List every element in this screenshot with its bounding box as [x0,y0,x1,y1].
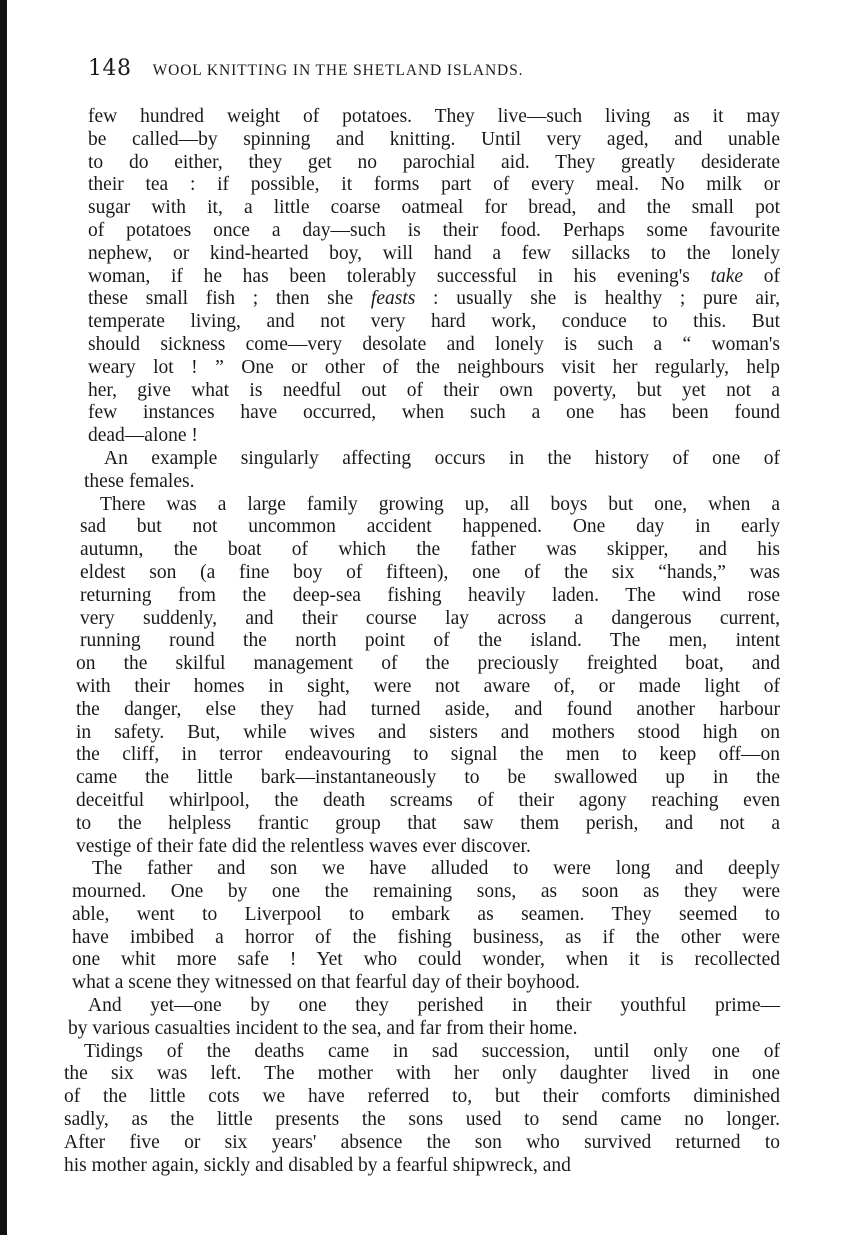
text-line: woman, if he has been tolerably successful in his evening's take of [88,265,781,287]
page-edge-shadow [0,0,7,1235]
text-line: to the helpless frantic group that saw them perish, and not a [76,812,780,834]
text-line: of potatoes once a day—such is their food. Perhaps some favourite [88,219,780,241]
running-head: WOOL KNITTING IN THE SHETLAND ISLANDS. [152,62,524,79]
text-line: her, give what is needful out of their own poverty, but yet not a [88,379,780,401]
text-line: There was a large family growing up, all boys but one, when a [100,493,780,515]
paragraph [64,106,794,448]
text-line: one whit more safe ! Yet who could wonder, when it is recollected [72,949,780,971]
paragraph [64,858,794,995]
paragraph [64,448,794,494]
text-line: An example singularly affecting occurs in the history of one of [104,447,780,469]
text-line: nephew, or kind-hearted boy, will hand a few sillacks to the lonely [88,242,780,264]
paragraph [64,1041,794,1178]
text-line: autumn, the boat of which the father was skipper, and his [80,539,780,561]
page-header [88,56,788,86]
emphasis: take [710,265,744,287]
text-line: what a scene they witnessed on that fearful day of their boyhood. [72,972,580,994]
text-line: The father and son we have alluded to were long and deeply [92,858,780,880]
text-line: returning from the deep-sea fishing heavily laden. The wind rose [80,584,780,606]
text-line: eldest son (a fine boy of fifteen), one of the six “hands,” was [80,561,780,583]
text-line: have imbibed a horror of the fishing business, as if the other were [72,926,780,948]
text-line: be called—by spinning and knitting. Until very aged, and unable [88,128,780,150]
text-line: the danger, else they had turned aside, and found another harbour [76,698,780,720]
text-line: vestige of their fate did the relentless waves ever discover. [76,835,531,857]
text-line: should sickness come—very desolate and lonely is such a “ woman's [88,333,780,355]
text-line: mourned. One by one the remaining sons, as soon as they were [72,881,780,903]
emphasis: feasts [370,288,416,310]
text-line: few hundred weight of potatoes. They live—such living as it may [88,106,780,127]
text-line: his mother again, sickly and disabled by a fearful shipwreck, and [64,1154,571,1176]
text-line: with their homes in sight, were not aware of, or made light of [76,675,780,697]
text-line: to do either, they get no parochial aid. They greatly desiderate [88,151,780,173]
text-line: in safety. But, while wives and sisters and mothers stood high on [76,721,780,743]
text-line: came the little bark—instantaneously to be swallowed up in the [76,767,780,789]
text-line: running round the north point of the island. The men, intent [80,630,780,652]
text-line: After five or six years' absence the son who survived returned to [64,1131,780,1153]
text-line: dead—alone ! [88,425,198,447]
text-line: deceitful whirlpool, the death screams of their agony reaching even [76,789,780,811]
text-line: able, went to Liverpool to embark as seamen. They seemed to [72,903,780,925]
text-line: of the little cots we have referred to, but their comforts diminished [64,1086,780,1108]
text-line: by various casualties incident to the sea, and far from their home. [68,1017,578,1039]
text-line: these females. [84,470,195,492]
text-line: very suddenly, and their course lay across a dangerous current, [80,607,780,629]
text-line: Tidings of the deaths came in sad succession, until only one of [84,1040,780,1062]
text-line: the cliff, in terror endeavouring to signal the men to keep off—on [76,744,780,766]
text-line: their tea : if possible, it forms part of every meal. No milk or [88,174,780,196]
text-line: these small fish ; then she feasts : usually she is healthy ; pure air, [88,288,780,310]
text-line: on the skilful management of the preciously freighted boat, and [76,653,780,675]
page-number: 148 [88,56,132,81]
text-line: sad but not uncommon accident happened. One day in early [80,516,780,538]
text-line: temperate living, and not very hard work, conduce to this. But [88,311,780,333]
paragraph [64,494,794,859]
text-line: the six was left. The mother with her only daughter lived in one [64,1063,780,1085]
paragraph [64,995,794,1041]
text-line: few instances have occurred, when such a one has been found [88,402,780,424]
text-line: And yet—one by one they perished in their youthful prime— [88,995,780,1017]
body-text [64,106,794,1177]
text-line: weary lot ! ” One or other of the neighbours visit her regularly, help [88,356,780,378]
text-line: sadly, as the little presents the sons used to send came no longer. [64,1109,780,1131]
text-line: sugar with it, a little coarse oatmeal for bread, and the small pot [88,197,780,219]
